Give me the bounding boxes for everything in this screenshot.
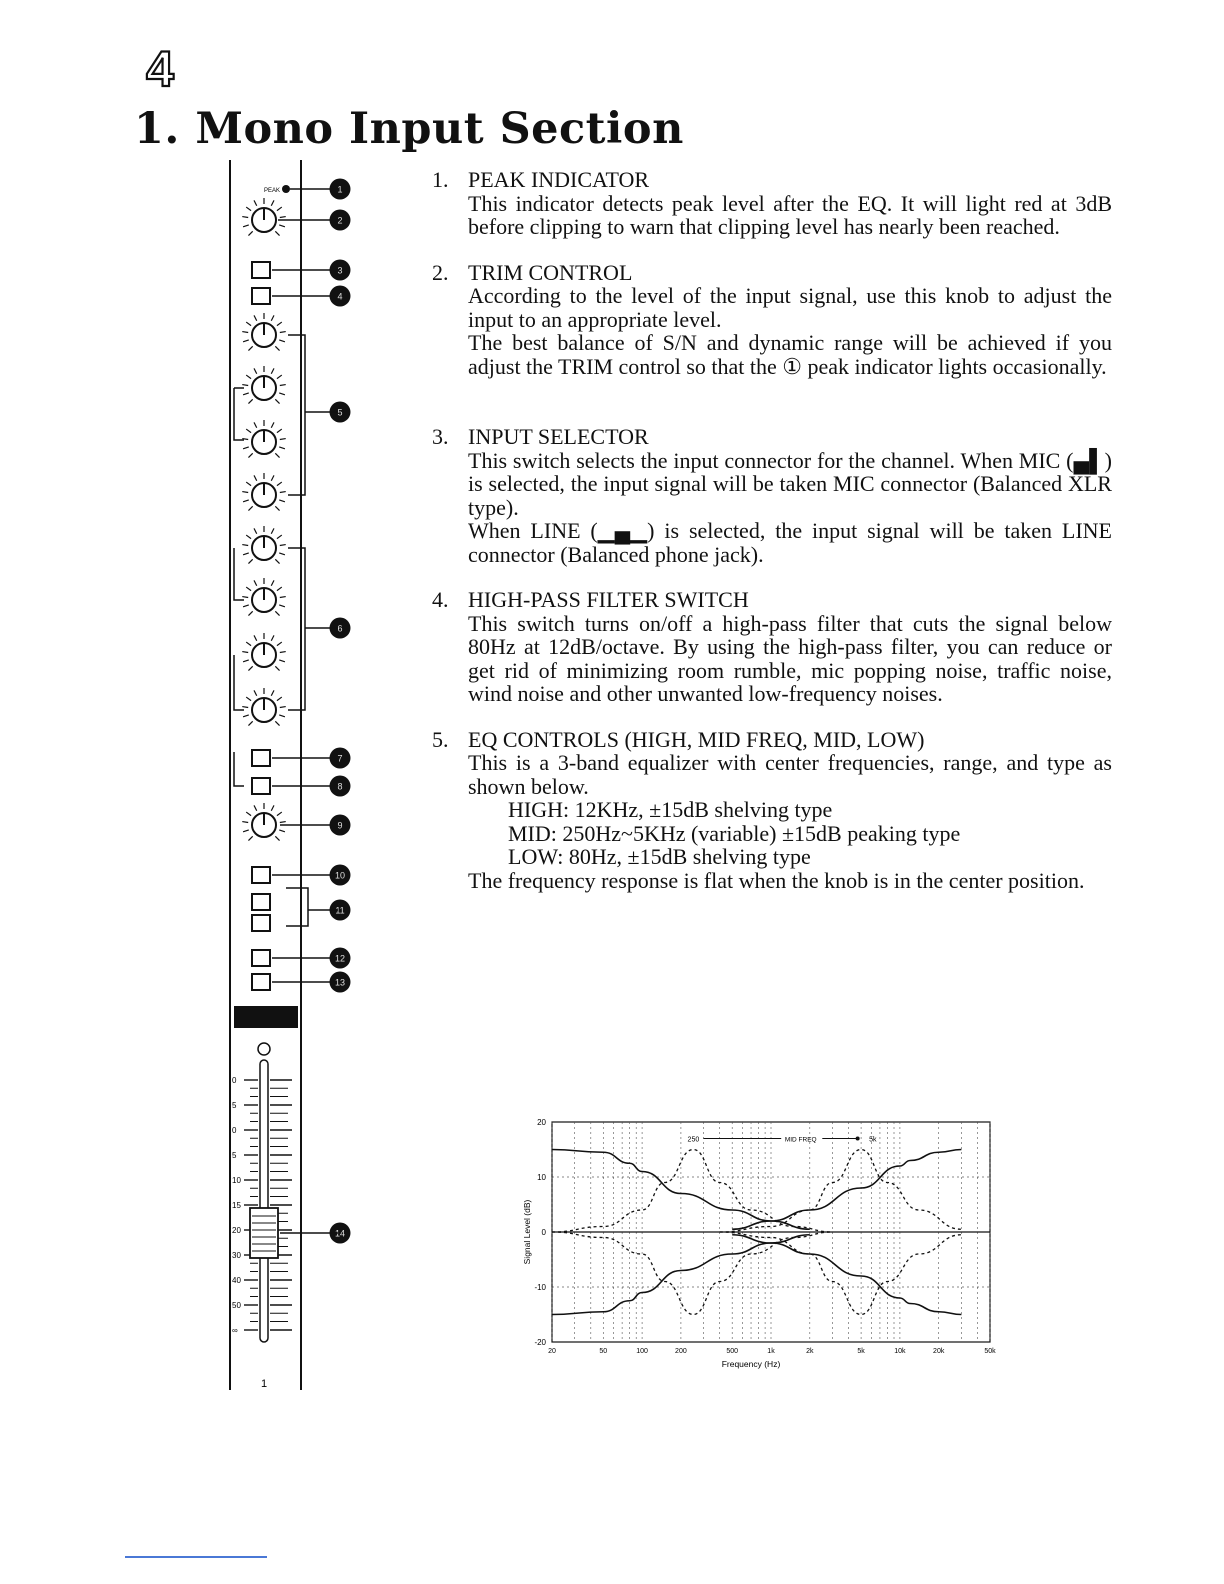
scribble-strip <box>234 1006 298 1028</box>
item-heading: HIGH-PASS FILTER SWITCH <box>468 587 749 612</box>
push-switch[interactable] <box>252 750 270 766</box>
fader-scale-label: 5 <box>232 1151 237 1160</box>
push-switch[interactable] <box>252 894 270 910</box>
series-line <box>720 1232 962 1315</box>
rotary-knob[interactable] <box>242 633 285 671</box>
fader-scale-label: 40 <box>232 1276 241 1285</box>
annotation-mid-freq: MID FREQ <box>784 1136 817 1144</box>
item-input-selector: 3. INPUT SELECTOR This switch selects the input connector for the channel. When MIC (▄▌) is selected, the input signal will be taken MIC connector (Balanced XLR type). When LINE (▁▄▁) is selected, the input signal will be taken LINE connector (Balanced phone jack). <box>432 424 1112 567</box>
y-tick-label: -20 <box>534 1338 546 1347</box>
series-line <box>552 1150 833 1233</box>
annotation-dot <box>856 1137 860 1141</box>
x-tick-label: 50 <box>599 1348 608 1355</box>
callout-number: 2 <box>337 215 343 226</box>
rotary-knob[interactable] <box>242 688 285 726</box>
rotary-knob[interactable] <box>242 473 285 511</box>
y-tick-label: 10 <box>537 1173 546 1182</box>
rotary-knob[interactable] <box>242 313 285 351</box>
fader-scale-label: 0 <box>232 1126 237 1135</box>
item-trim-control: 2. TRIM CONTROL According to the level of the input signal, use this knob to adjust the input to an appropriate level. The best balance of S/N and dynamic range will be achieved if you adjust the TRIM control so that the ① peak indicator lights occasionally. <box>432 259 1112 379</box>
fader-scale-label: 15 <box>232 1201 241 1210</box>
annotation-250: 250 <box>687 1136 700 1144</box>
item-eq-controls: 5. EQ CONTROLS (HIGH, MID FREQ, MID, LOW) This is a 3-band equalizer with center frequencies, range, and type as shown below. HIGH: 12KHz, ±15dB shelving type MID: 250Hz~5KHz (variable) ±15dB peaking type LOW: 80Hz, ±15dB shelving type The frequency response is flat when the knob is in the center position. <box>432 726 1112 893</box>
x-tick-label: 1k <box>767 1348 775 1355</box>
x-tick-label: 50k <box>984 1348 996 1355</box>
x-axis-label: Frequency (Hz) <box>721 1359 781 1369</box>
annotation-5k: 5k <box>869 1136 877 1144</box>
push-switch[interactable] <box>252 867 270 883</box>
item-text: This switch turns on/off a high-pass filter that cuts the signal below 80Hz at 12dB/octave. By using the high-pass filter, you can reduce or get rid of minimizing room rumble, mic popping noise, traffic noise, wind noise and other unwanted low-frequency noises. <box>468 610 1112 706</box>
callout-number: 10 <box>334 870 346 881</box>
item-text: This switch selects the input connector for the channel. When MIC (▄▌) is selected, the input signal will be taken MIC connector (Balanced XLR type). <box>468 447 1112 520</box>
series-line <box>552 1232 833 1315</box>
item-peak-indicator: 1. PEAK INDICATOR This indicator detects peak level after the EQ. It will light red at 3dB before clipping to warn that clipping level has nearly been reached. <box>432 167 1112 239</box>
fader-scale-label: 30 <box>232 1251 241 1260</box>
eq-spec-high: HIGH: 12KHz, ±15dB shelving type <box>508 797 833 822</box>
item-text: The frequency response is flat when the knob is in the center position. <box>468 867 1085 893</box>
fader-scale-label: 10 <box>232 1176 241 1185</box>
item-heading: INPUT SELECTOR <box>468 424 649 449</box>
push-switch[interactable] <box>252 262 270 278</box>
x-tick-label: 10k <box>894 1348 906 1355</box>
rotary-knob[interactable] <box>242 526 285 564</box>
footer-rule <box>125 1556 267 1558</box>
item-text: This indicator detects peak level after the EQ. It will light red at 3dB before clipping to warn that clipping level has nearly been reached. <box>468 190 1112 239</box>
fader-scale-label: 20 <box>232 1226 241 1235</box>
callout-number: 6 <box>337 623 343 634</box>
item-text: The best balance of S/N and dynamic range will be achieved if you adjust the TRIM control so that the ① peak indicator lights occasionally. <box>468 330 1112 379</box>
eq-spec-mid: MID: 250Hz~5KHz (variable) ±15dB peaking type <box>508 820 961 846</box>
x-tick-label: 500 <box>726 1348 739 1355</box>
peak-label: PEAK <box>264 188 281 194</box>
y-tick-label: 20 <box>537 1118 546 1127</box>
fader-scale-label: 0 <box>232 1076 237 1085</box>
y-tick-label: -10 <box>534 1283 546 1292</box>
x-tick-label: 20 <box>548 1348 556 1355</box>
eq-spec-low: LOW: 80Hz, ±15dB shelving type <box>508 844 811 869</box>
callout-number: 4 <box>337 291 343 302</box>
rotary-knob[interactable] <box>242 366 285 404</box>
fader-scale-label: ∞ <box>232 1326 238 1335</box>
rotary-knob[interactable] <box>242 578 285 616</box>
svg-text:4: 4 <box>146 44 174 92</box>
x-tick-label: 20k <box>933 1348 945 1355</box>
fader-led-icon <box>258 1043 270 1055</box>
push-switch[interactable] <box>252 288 270 304</box>
peak-led-icon <box>282 185 290 193</box>
push-switch[interactable] <box>252 974 270 990</box>
y-tick-label: 0 <box>541 1228 546 1237</box>
fader-scale-label: 5 <box>232 1101 237 1110</box>
eq-response-chart <box>520 1110 1000 1380</box>
series-line <box>732 1150 961 1230</box>
item-text: This is a 3-band equalizer with center frequencies, range, and type as shown below. <box>468 750 1112 799</box>
rotary-knob[interactable] <box>242 803 285 841</box>
x-tick-label: 200 <box>675 1348 687 1355</box>
y-axis-label: Signal Level (dB) <box>522 1199 532 1265</box>
series-line <box>732 1235 961 1315</box>
item-high-pass-filter: 4. HIGH-PASS FILTER SWITCH This switch turns on/off a high-pass filter that cuts the signal below 80Hz at 12dB/octave. By using the high-pass filter, you can reduce or get rid of minimizing room rumble, mic popping noise, traffic noise, wind noise and other unwanted low-frequency noises. <box>432 587 1112 706</box>
rotary-knob[interactable] <box>242 198 285 236</box>
channel-strip-diagram <box>200 160 370 1390</box>
push-switch[interactable] <box>252 915 270 931</box>
item-heading: EQ CONTROLS (HIGH, MID FREQ, MID, LOW) <box>468 726 925 752</box>
item-heading: TRIM CONTROL <box>468 259 633 285</box>
description-list <box>432 168 1112 892</box>
push-switch[interactable] <box>252 950 270 966</box>
item-text: When LINE (▁▄▁) is selected, the input signal will be taken LINE connector (Balanced phone jack). <box>468 518 1112 567</box>
item-heading: PEAK INDICATOR <box>468 167 650 192</box>
callout-number: 1 <box>337 184 343 195</box>
callout-number: 5 <box>337 407 343 418</box>
callout-number: 9 <box>337 820 343 831</box>
page-title: 1. Mono Input Section <box>134 104 684 154</box>
rotary-knob[interactable] <box>242 420 285 458</box>
x-tick-label: 100 <box>636 1348 648 1355</box>
x-tick-label: 5k <box>857 1348 865 1355</box>
channel-number: 1 <box>260 1378 268 1390</box>
item-text: According to the level of the input signal, use this knob to adjust the input to an appropriate level. <box>468 283 1112 332</box>
callout-number: 12 <box>334 953 346 964</box>
callout-number: 11 <box>335 905 345 916</box>
fader-scale-label: 50 <box>232 1301 241 1310</box>
callout-number: 3 <box>337 265 343 276</box>
page-number <box>138 44 182 92</box>
callout-number: 7 <box>337 753 343 764</box>
callout-number: 14 <box>334 1228 346 1239</box>
series-line <box>720 1150 962 1233</box>
push-switch[interactable] <box>252 778 270 794</box>
callout-number: 8 <box>337 781 343 792</box>
callout-number: 13 <box>334 977 346 988</box>
x-tick-label: 2k <box>806 1348 814 1355</box>
